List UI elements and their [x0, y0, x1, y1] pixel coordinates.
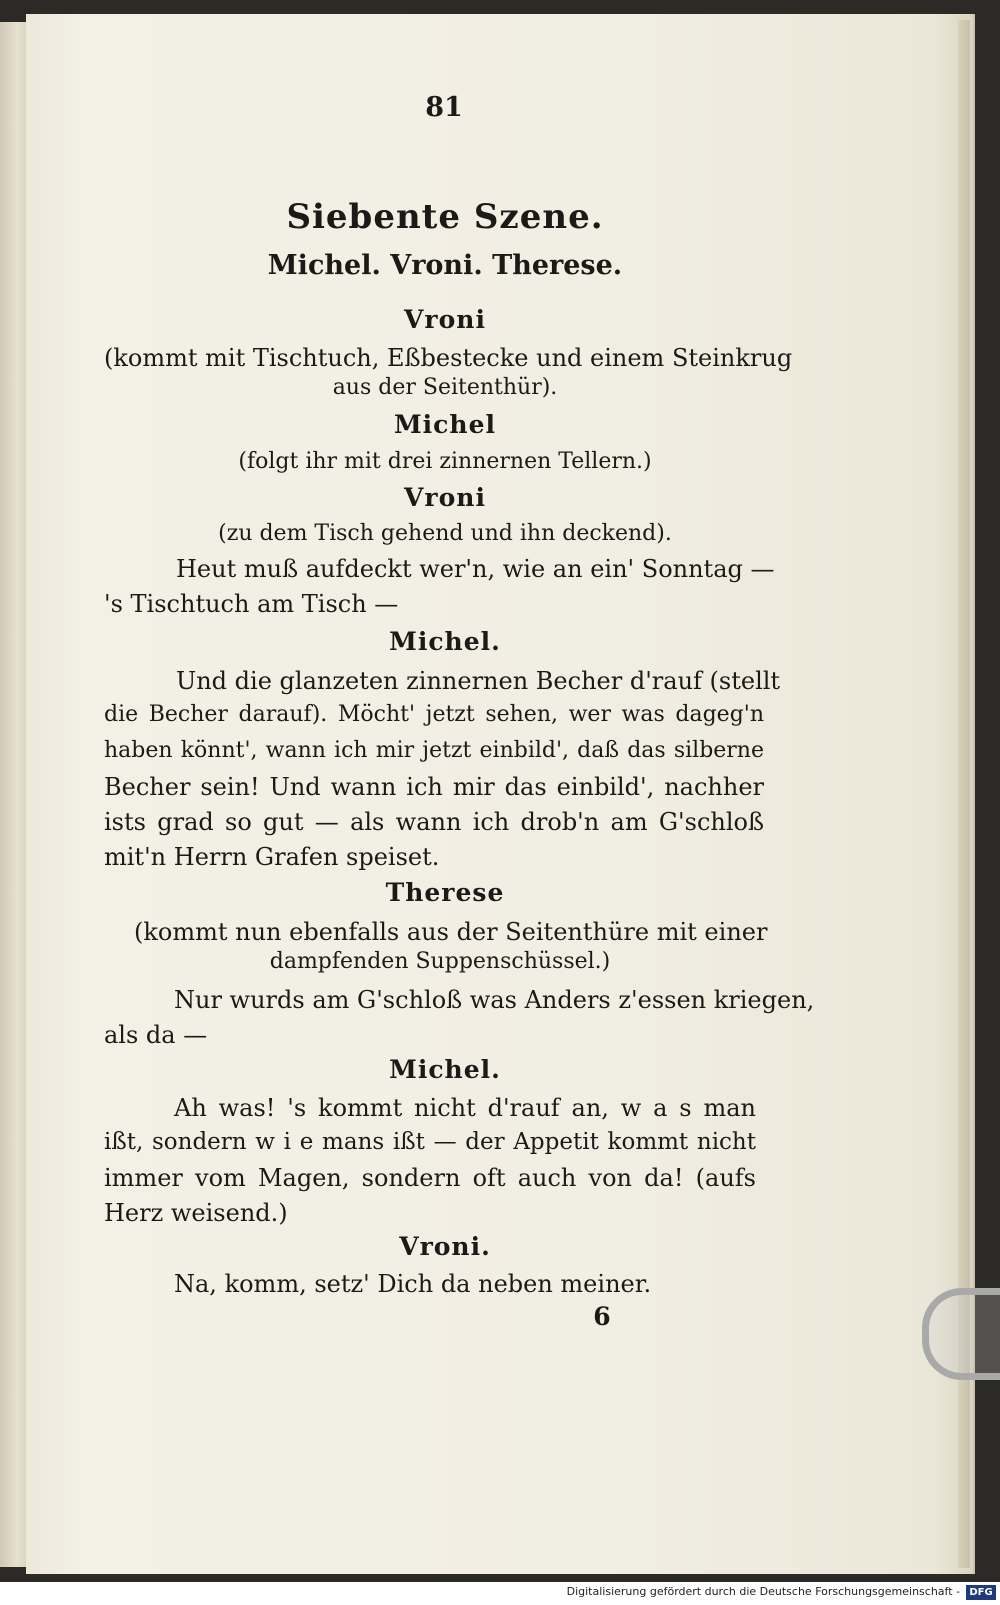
stage-direction: (kommt nun ebenfalls aus der Seitenthüre mit einer	[134, 918, 768, 946]
digitization-footer	[0, 1582, 1000, 1605]
dialogue-line: ists grad so gut — als wann ich drob'n am G'schloß	[104, 808, 764, 836]
dfg-logo: DFG	[966, 1585, 996, 1600]
dialogue-line: ißt, sondern w i e mans ißt — der Appetit kommt nicht	[104, 1129, 756, 1155]
dialogue-line: Na, komm, setz' Dich da neben meiner.	[174, 1270, 652, 1298]
signature-mark: 6	[593, 1302, 611, 1331]
speaker-name: Michel	[394, 410, 496, 439]
dialogue-line: 's Tischtuch am Tisch —	[104, 590, 399, 618]
stage-direction: (kommt mit Tischtuch, Eßbestecke und einem Steinkrug	[104, 344, 793, 372]
dialogue-line: Und die glanzeten zinnernen Becher d'rauf (stellt	[176, 667, 781, 695]
dialogue-line: haben könnt', wann ich mir jetzt einbild', daß das silberne	[104, 738, 764, 763]
speaker-name: Michel.	[389, 1055, 501, 1084]
scene-title: Siebente Szene.	[286, 197, 604, 237]
speaker-name: Therese	[385, 878, 505, 907]
speaker-name: Vroni	[404, 483, 486, 512]
dialogue-line: als da —	[104, 1021, 208, 1049]
speaker-name: Michel.	[389, 627, 501, 656]
dialogue-line: mit'n Herrn Grafen speiset.	[104, 843, 440, 871]
stage-direction: aus der Seitenthür).	[332, 375, 558, 400]
cast-list: Michel. Vroni. Therese.	[267, 250, 623, 281]
stage-direction: (zu dem Tisch gehend und ihn deckend).	[218, 521, 672, 546]
dialogue-line: Heut muß aufdeckt wer'n, wie an ein' Sonntag —	[176, 555, 775, 583]
stage-direction: (folgt ihr mit drei zinnernen Tellern.)	[238, 449, 652, 474]
dialogue-line: immer vom Magen, sondern oft auch von da! (aufs	[104, 1164, 756, 1192]
page-number: 81	[425, 92, 463, 123]
stage-direction: dampfenden Suppenschüssel.)	[269, 949, 611, 974]
speaker-name: Vroni	[404, 305, 486, 334]
speaker-name: Vroni.	[399, 1232, 491, 1261]
dialogue-line: die Becher darauf). Möcht' jetzt sehen, wer was dageg'n	[104, 702, 764, 727]
dialogue-line: Becher sein! Und wann ich mir das einbild', nachher	[104, 773, 764, 801]
dialogue-line: Ah was! 's kommt nicht d'rauf an, w a s man	[174, 1094, 756, 1122]
dialogue-line: Nur wurds am G'schloß was Anders z'essen kriegen,	[174, 986, 815, 1014]
footer-credit: Digitalisierung gefördert durch die Deutsche Forschungsgemeinschaft -	[566, 1585, 960, 1598]
dialogue-line: Herz weisend.)	[104, 1199, 288, 1227]
